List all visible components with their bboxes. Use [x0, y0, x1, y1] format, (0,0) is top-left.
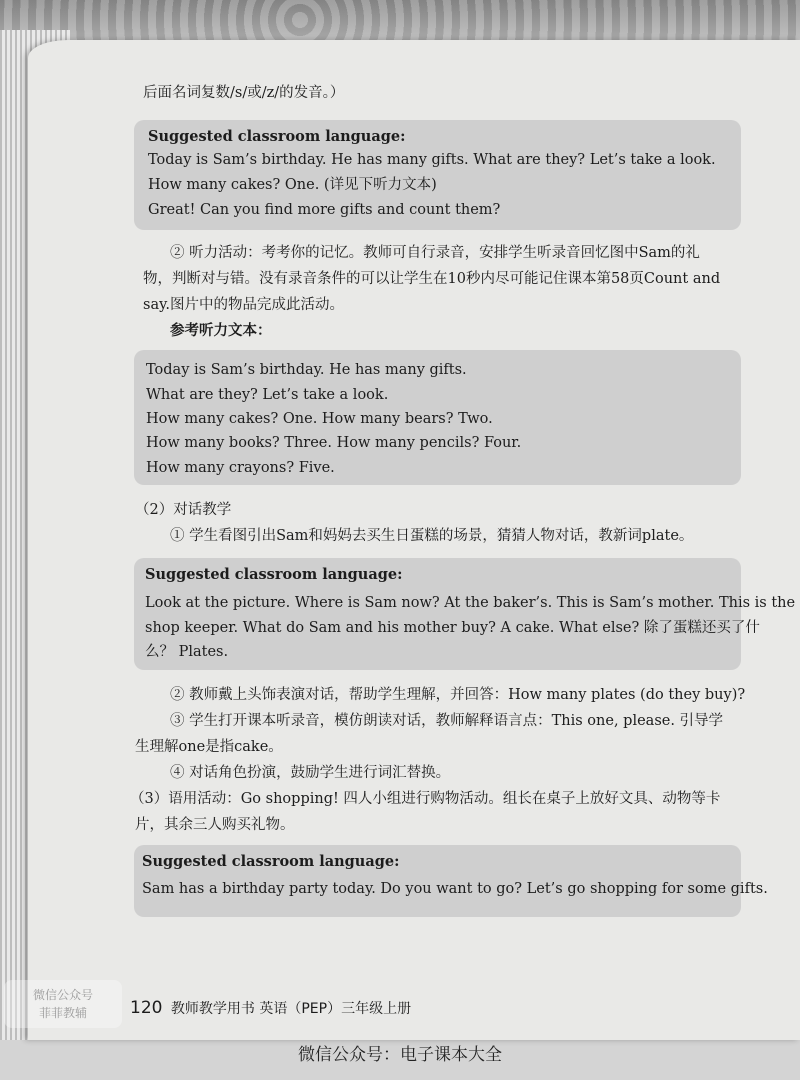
intro-line: 后面名词复数/s/或/z/的发音。） — [143, 85, 345, 101]
listening-activity-line3: say.图片中的物品完成此活动。 — [143, 297, 344, 313]
classroom-language-box-2 — [134, 558, 796, 670]
watermark-logo — [4, 980, 122, 1028]
box-line: Look at the picture. Where is Sam now? At the baker’s. This is Sam’s mother. This is the — [145, 595, 796, 611]
box-heading: Suggested classroom language: — [145, 566, 403, 583]
box-line: How many cakes? One. How many bears? Two. — [146, 411, 493, 427]
bottom-watermark: 微信公众号：电子课本大全 — [298, 1045, 502, 1065]
listening-activity-line1: ② 听力活动：考考你的记忆。教师可自行录音，安排学生听录音回忆图中Sam的礼 — [170, 245, 700, 261]
page-number: 120 — [130, 998, 163, 1018]
dialogue-step-4: ④ 对话角色扮演，鼓励学生进行词汇替换。 — [170, 765, 451, 781]
box-line: Today is Sam’s birthday. He has many gifts. What are they? Let’s take a look. — [148, 152, 716, 168]
box-heading: Suggested classroom language: — [142, 853, 400, 870]
language-activity-line2: 片，其余三人购买礼物。 — [135, 817, 295, 833]
listening-activity-line2: 物，判断对与错。没有录音条件的可以让学生在10秒内尽可能记住课本第58页Count and — [143, 271, 721, 287]
dialogue-step-1: ① 学生看图引出Sam和妈妈去买生日蛋糕的场景，猜猜人物对话，教新词plate。 — [170, 528, 694, 544]
dialogue-step-3-line2: 生理解one是指cake。 — [135, 739, 283, 755]
box-line: shop keeper. What do Sam and his mother buy? A cake. What else? 除了蛋糕还买了什 — [145, 620, 760, 636]
box-heading: Suggested classroom language: — [148, 128, 406, 145]
dialogue-step-2: ② 教师戴上头饰表演对话，帮助学生理解，并回答：How many plates (do they buy)? — [170, 687, 746, 703]
language-activity-line1: （3）语用活动：Go shopping! 四人小组进行购物活动。组长在桌子上放好文具、动物等卡 — [130, 791, 721, 807]
box-line: Sam has a birthday party today. Do you want to go? Let’s go shopping for some gifts. — [142, 881, 768, 897]
box-line: Today is Sam’s birthday. He has many gifts. — [146, 362, 467, 378]
dialogue-step-3-line1: ③ 学生打开课本听录音，模仿朗读对话，教师解释语言点：This one, please. 引导学 — [170, 713, 724, 729]
page-footer — [130, 998, 411, 1018]
book-title: 教师教学用书 英语（PEP）三年级上册 — [170, 1001, 412, 1017]
watermark-logo-line1: 微信公众号 — [32, 988, 93, 1002]
classroom-language-box-3 — [134, 845, 768, 917]
dialogue-section-title: （2）对话教学 — [135, 502, 232, 518]
box-line: How many crayons? Five. — [146, 460, 335, 476]
box-line: Great! Can you find more gifts and count them? — [148, 202, 501, 218]
box-line: What are they? Let’s take a look. — [146, 387, 389, 403]
listening-script-label: 参考听力文本： — [170, 322, 272, 339]
classroom-language-box-1 — [134, 120, 741, 230]
listening-script-box — [134, 350, 741, 485]
watermark-logo-line2: 菲菲教辅 — [38, 1006, 87, 1020]
box-line: 么？ Plates. — [145, 644, 229, 660]
box-line: How many cakes? One. (详见下听力文本) — [148, 177, 437, 193]
box-line: How many books? Three. How many pencils? Four. — [146, 435, 522, 451]
